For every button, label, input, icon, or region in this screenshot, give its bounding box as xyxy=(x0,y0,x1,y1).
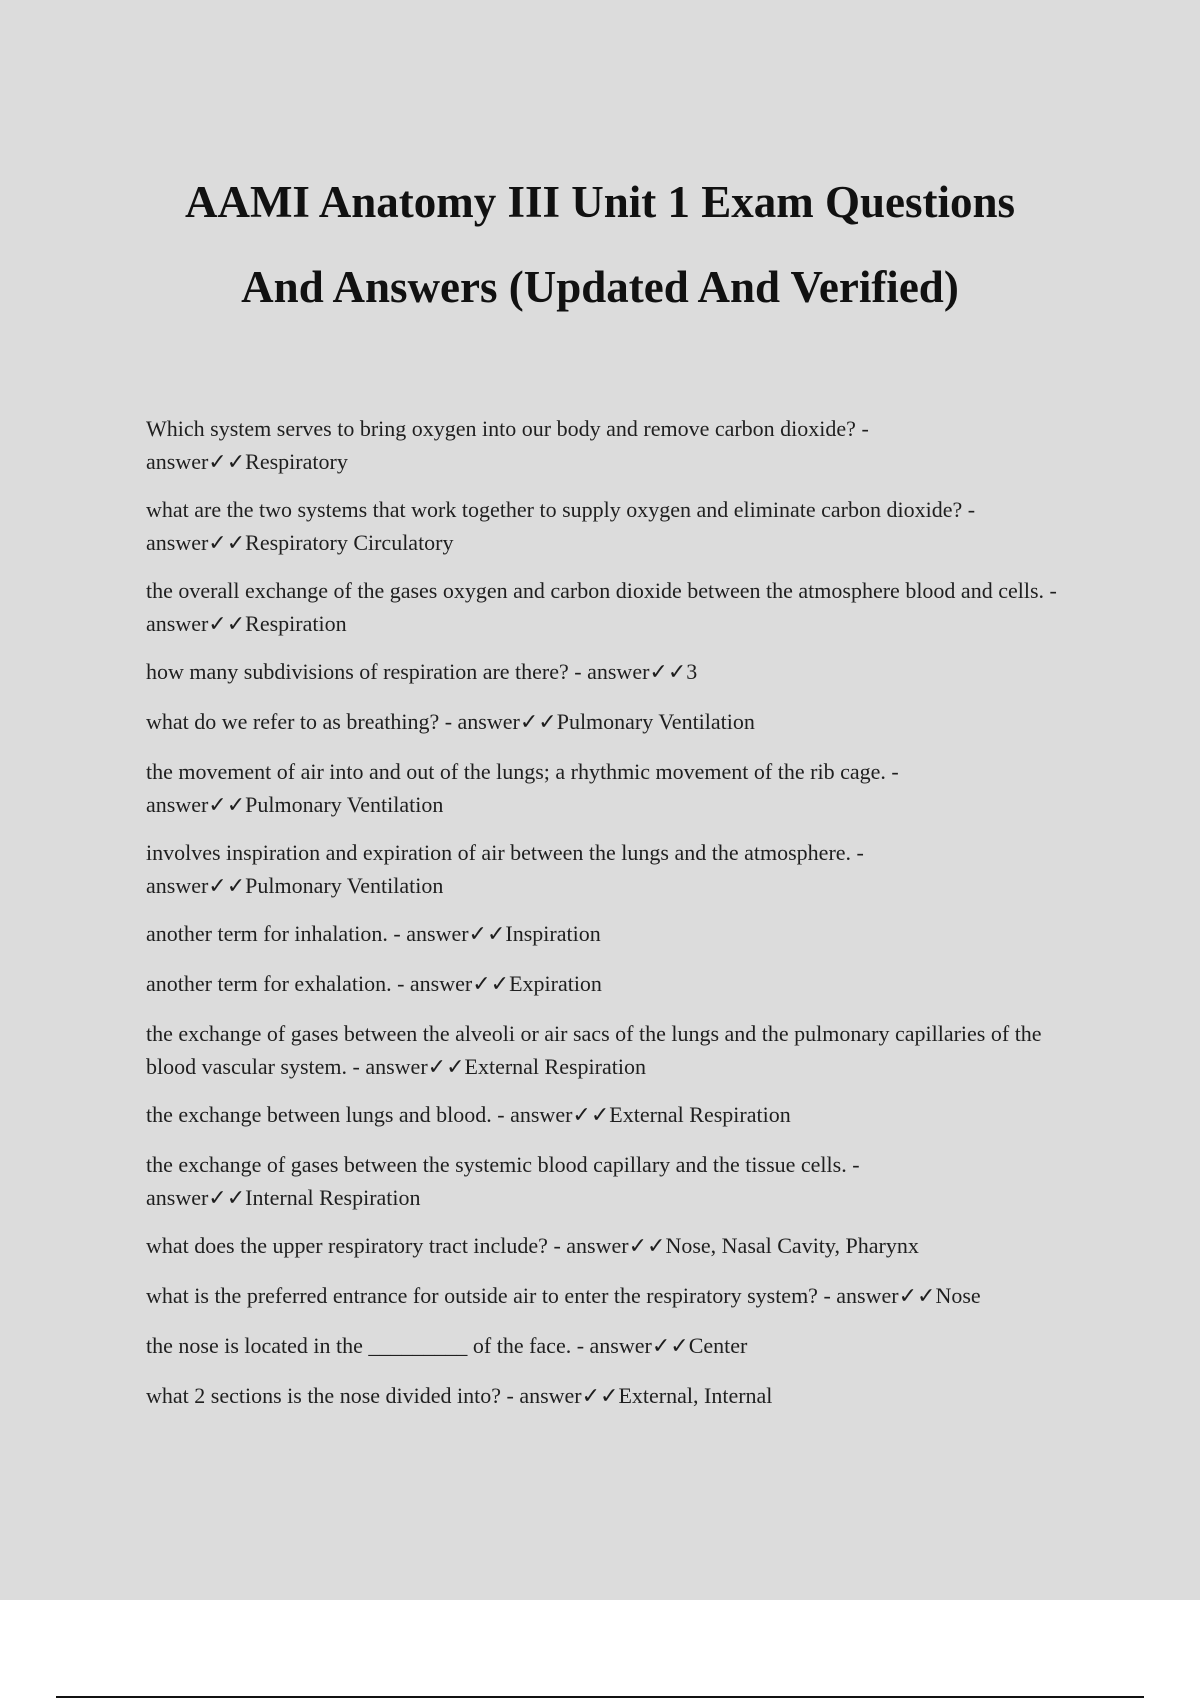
qa-item: another term for exhalation. - answer✓✓Expiration xyxy=(146,971,602,996)
qa-item: the exchange of gases between the systemic blood capillary and the tissue cells. - answer✓✓Internal Respiration xyxy=(146,1152,860,1210)
qa-item: another term for inhalation. - answer✓✓Inspiration xyxy=(146,921,601,946)
document-title xyxy=(100,160,1100,330)
qa-item: what 2 sections is the nose divided into? - answer✓✓External, Internal xyxy=(146,1383,773,1408)
qa-item: what is the preferred entrance for outside air to enter the respiratory system? - answer✓✓Nose xyxy=(146,1283,981,1308)
qa-item: the exchange between lungs and blood. - answer✓✓External Respiration xyxy=(146,1102,791,1127)
qa-item: what does the upper respiratory tract include? - answer✓✓Nose, Nasal Cavity, Pharynx xyxy=(146,1233,919,1258)
qa-item: the exchange of gases between the alveoli or air sacs of the lungs and the pulmonary capillaries of the blood vascular system. - answer✓✓External Respiration xyxy=(146,1021,1042,1079)
qa-item: the overall exchange of the gases oxygen and carbon dioxide between the atmosphere blood and cells. - answer✓✓Respiration xyxy=(146,578,1057,636)
qa-item: the nose is located in the _________ of the face. - answer✓✓Center xyxy=(146,1333,748,1358)
qa-item: Which system serves to bring oxygen into our body and remove carbon dioxide? - answer✓✓Respiratory xyxy=(146,416,869,474)
footer-divider xyxy=(56,1696,1144,1698)
title-line-1: AAMI Anatomy III Unit 1 Exam Questions xyxy=(184,177,1016,227)
question-answer-list xyxy=(146,412,1086,1429)
title-line-2: And Answers (Updated And Verified) xyxy=(241,262,959,312)
qa-item: involves inspiration and expiration of air between the lungs and the atmosphere. - answer✓✓Pulmonary Ventilation xyxy=(146,840,864,898)
qa-item: the movement of air into and out of the lungs; a rhythmic movement of the rib cage. - answer✓✓Pulmonary Ventilation xyxy=(146,759,899,817)
qa-item: how many subdivisions of respiration are there? - answer✓✓3 xyxy=(146,659,698,684)
qa-item: what do we refer to as breathing? - answer✓✓Pulmonary Ventilation xyxy=(146,709,755,734)
qa-item: what are the two systems that work together to supply oxygen and eliminate carbon dioxide? - answer✓✓Respiratory Circulatory xyxy=(146,497,976,555)
